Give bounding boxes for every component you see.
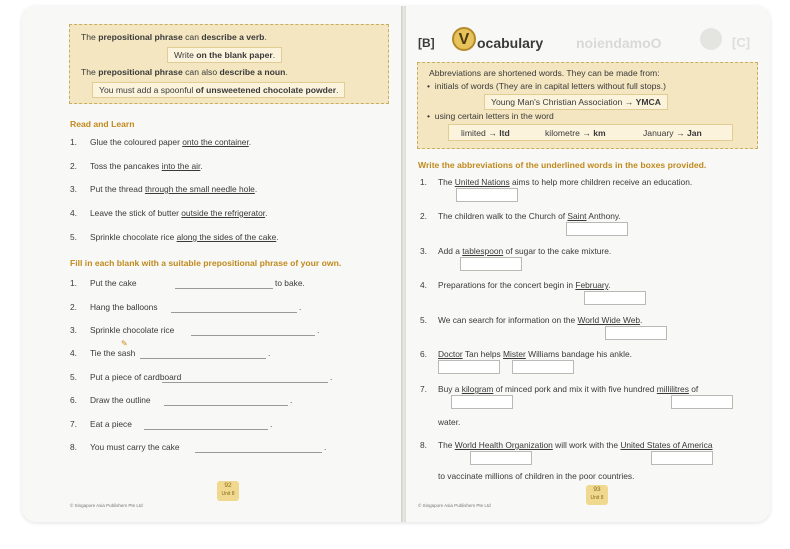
right-page (406, 6, 770, 522)
abbreviation-answer-box[interactable] (438, 360, 500, 374)
example-limited: limited → ltd (461, 128, 510, 138)
question-7-continuation: water. (438, 417, 461, 427)
fill-blank-number: 2. (70, 302, 77, 312)
question-sentence: The United Nations aims to help more children receive an education. (438, 177, 693, 187)
answer-blank-line[interactable] (144, 429, 268, 430)
fill-blank-heading: Fill in each blank with a suitable prepositional phrase of your own. (70, 258, 342, 268)
question-sentence: Buy a kilogram of minced pork and mix it with five hundred millilitres of (438, 384, 699, 394)
abbreviation-answer-box[interactable] (584, 291, 646, 305)
vocabulary-badge-icon: V (452, 27, 476, 51)
fill-blank-prompt: Hang the balloons (90, 302, 158, 312)
fill-blank-ending: . (290, 395, 293, 405)
example-kilometre: kilometre → km (545, 128, 606, 138)
read-learn-sentence: Glue the coloured paper onto the container. (90, 137, 252, 147)
vocab-instruction: Write the abbreviations of the underlined words in the boxes provided. (418, 160, 707, 170)
example-january: January → Jan (643, 128, 702, 138)
fill-blank-ending: . (299, 302, 302, 312)
fill-blank-ending: to bake. (275, 278, 305, 288)
section-title: ocabulary (477, 35, 544, 51)
question-number: 2. (420, 211, 427, 221)
question-sentence: Doctor Tan helps Mister Williams bandage his ankle. (438, 349, 632, 359)
grammar-note-box (69, 24, 389, 104)
info-example-1: Young Man's Christian Association → YMCA (484, 94, 668, 110)
fill-blank-number: 3. (70, 325, 77, 335)
question-number: 3. (420, 246, 427, 256)
fill-blank-prompt: You must carry the cake (90, 442, 180, 452)
read-learn-sentence: Leave the stick of butter outside the refrigerator. (90, 208, 268, 218)
abbreviation-answer-box[interactable] (451, 395, 513, 409)
grammar-line-2: The prepositional phrase can also describe a noun. (81, 67, 288, 77)
publisher-right: © Singapore Asia Publishers Pte Ltd (418, 503, 491, 508)
question-number: 5. (420, 315, 427, 325)
fill-blank-number: 7. (70, 419, 77, 429)
grammar-example-2: You must add a spoonful of unsweetened chocolate powder. (92, 82, 345, 98)
question-number: 1. (420, 177, 427, 187)
question-sentence: We can search for information on the World Wide Web. (438, 315, 643, 325)
fill-blank-number: 1. (70, 278, 77, 288)
show-through-badge (700, 28, 722, 50)
question-number: 7. (420, 384, 427, 394)
question-number: 4. (420, 280, 427, 290)
publisher-left: © Singapore Asia Publishers Pte Ltd (70, 503, 143, 508)
read-learn-sentence: Put the thread through the small needle hole. (90, 184, 258, 194)
section-label: [B] (418, 36, 435, 50)
read-learn-number: 2. (70, 161, 77, 171)
fill-blank-prompt: Eat a piece (90, 419, 132, 429)
fill-blank-ending: . (317, 325, 320, 335)
fill-blank-ending: . (268, 348, 271, 358)
read-learn-sentence: Sprinkle chocolate rice along the sides of the cake. (90, 232, 279, 242)
answer-blank-line[interactable] (162, 382, 328, 383)
fill-blank-prompt: Sprinkle chocolate rice (90, 325, 175, 335)
fill-blank-number: 6. (70, 395, 77, 405)
fill-blank-ending: . (330, 372, 333, 382)
fill-blank-prompt: Put the cake (90, 278, 137, 288)
fill-blank-prompt: Put a piece of cardboard (90, 372, 182, 382)
fill-blank-prompt: Draw the outline (90, 395, 151, 405)
answer-blank-line[interactable] (191, 335, 315, 336)
info-example-2 (448, 124, 733, 141)
show-through-label: [C] (732, 35, 751, 50)
info-bullet-1: • initials of words (They are in capital letters without full stops.) (427, 81, 666, 91)
abbreviation-answer-box[interactable] (456, 188, 518, 202)
question-sentence: Add a tablespoon of sugar to the cake mixture. (438, 246, 612, 256)
page-number-right: 93 Unit 8 (586, 485, 608, 505)
show-through-text: noiendamoO (576, 35, 662, 51)
fill-blank-ending: . (270, 419, 273, 429)
read-learn-number: 3. (70, 184, 77, 194)
read-learn-number: 5. (70, 232, 77, 242)
grammar-example-1: Write on the blank paper. (167, 47, 282, 63)
abbreviation-answer-box[interactable] (605, 326, 667, 340)
left-page (22, 6, 402, 522)
question-sentence: Preparations for the concert begin in February. (438, 280, 611, 290)
workbook-spread (22, 6, 770, 522)
abbreviation-answer-box[interactable] (512, 360, 574, 374)
info-intro: Abbreviations are shortened words. They can be made from: (429, 68, 660, 78)
abbreviation-info-box (417, 62, 758, 149)
abbreviation-answer-box[interactable] (671, 395, 733, 409)
read-learn-number: 4. (70, 208, 77, 218)
read-learn-number: 1. (70, 137, 77, 147)
fill-blank-number: 8. (70, 442, 77, 452)
question-sentence: The children walk to the Church of Saint Anthony. (438, 211, 621, 221)
read-learn-heading: Read and Learn (70, 119, 135, 129)
answer-blank-line[interactable] (195, 452, 322, 453)
fill-blank-number: 4. (70, 348, 77, 358)
question-sentence: The World Health Organization will work with the United States of America (438, 440, 713, 450)
answer-blank-line[interactable] (171, 312, 297, 313)
info-bullet-2: • using certain letters in the word (427, 111, 554, 121)
page-number-left: 92 Unit 8 (217, 481, 239, 501)
question-8-continuation: to vaccinate millions of children in the poor countries. (438, 471, 635, 481)
abbreviation-answer-box[interactable] (651, 451, 713, 465)
question-number: 6. (420, 349, 427, 359)
abbreviation-answer-box[interactable] (460, 257, 522, 271)
fill-blank-ending: . (324, 442, 327, 452)
answer-blank-line[interactable] (164, 405, 288, 406)
grammar-line-1: The prepositional phrase can describe a verb. (81, 32, 267, 42)
abbreviation-answer-box[interactable] (470, 451, 532, 465)
answer-blank-line[interactable] (140, 358, 266, 359)
answer-blank-line[interactable] (175, 288, 273, 289)
abbreviation-answer-box[interactable] (566, 222, 628, 236)
pencil-icon: ✎ (121, 339, 128, 348)
read-learn-sentence: Toss the pancakes into the air. (90, 161, 203, 171)
fill-blank-number: 5. (70, 372, 77, 382)
fill-blank-prompt: Tie the sash (90, 348, 136, 358)
question-number: 8. (420, 440, 427, 450)
